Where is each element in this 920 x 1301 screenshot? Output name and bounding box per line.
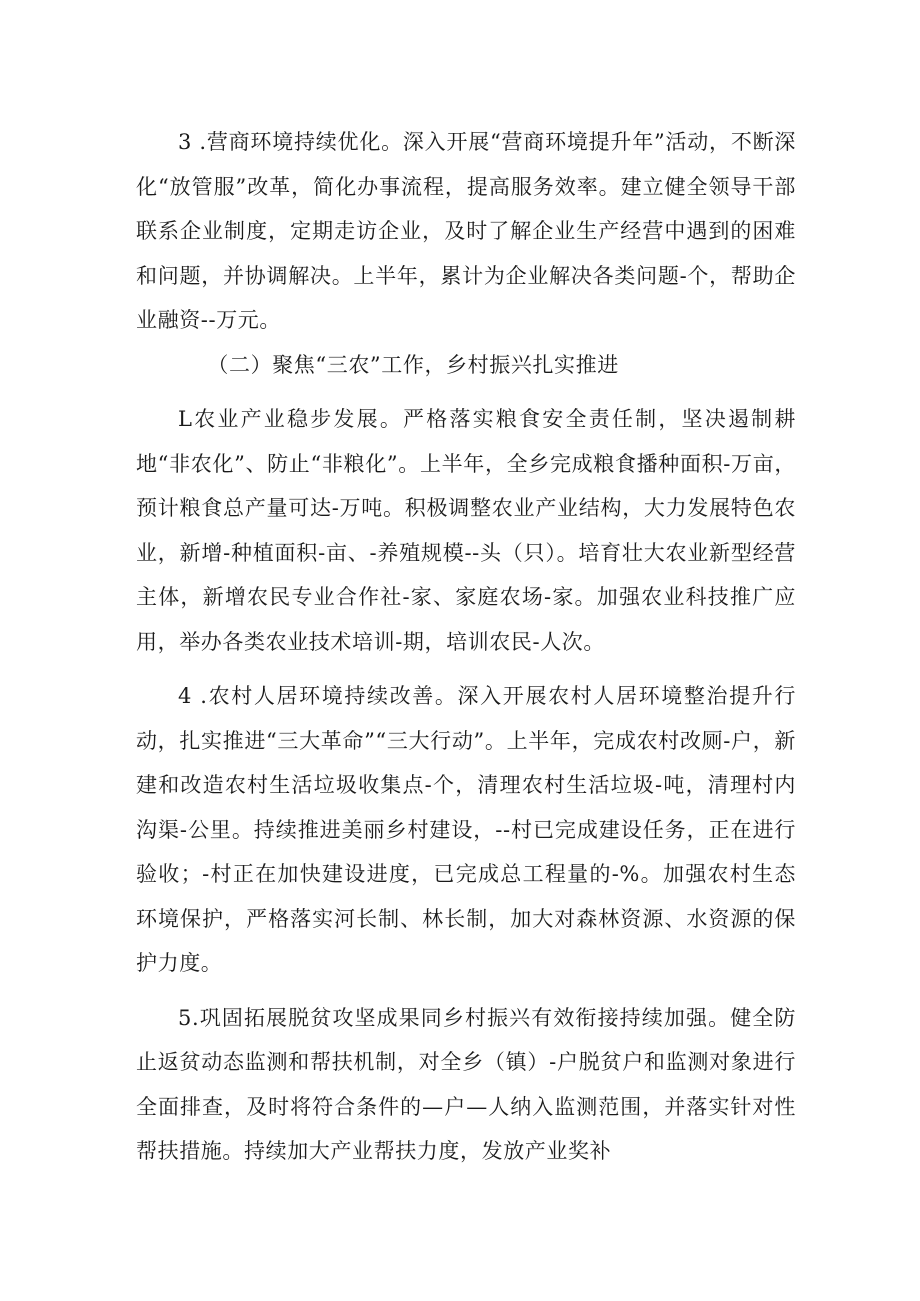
paragraph-business-environment: 3 .营商环境持续优化。深入开展“营商环境提升年”活动，不断深化“放管服”改革，简化办事流程，提高服务效率。建立健全领导干部联系企业制度，定期走访企业，及时了解企业生产经营中遇到的困难和问题，并协调解决。上半年，累计为企业解决各类问题-个，帮助企业融资--万元。 [136,130,796,332]
paragraph-agriculture-industry: L农业产业稳步发展。严格落实粮食安全责任制，坚决遏制耕地“非农化”、防止“非粮化”。上半年，全乡完成粮食播种面积-万亩，预计粮食总产量可达-万吨。积极调整农业产业结构，大力发展特色农业，新增-种植面积-亩、-养殖规模--头（只）。培育壮大农业新型经营主体，新增农民专业合作社-家、家庭农场-家。加强农业科技推广应用，举办各类农业技术培训-期，培训农民-人次。 [136,407,796,654]
paragraph-rural-living-environment: 4 .农村人居环境持续改善。深入开展农村人居环境整治提升行动，扎实推进“三大革命”“三大行动”。上半年，完成农村改厕-户，新建和改造农村生活垃圾收集点-个，清理农村生活垃圾-吨，清理村内沟渠-公里。持续推进美丽乡村建设，--村已完成建设任务，正在进行验收；-村正在加快建设进度，已完成总工程量的-%。加强农村生态环境保护，严格落实河长制、林长制，加大对森林资源、水资源的保护力度。 [136,684,796,975]
section-heading-sannong: （二）聚焦“三农”工作，乡村振兴扎实推进 [207,352,619,377]
paragraph-poverty-alleviation: 5.巩固拓展脱贫攻坚成果同乡村振兴有效衔接持续加强。健全防止返贫动态监测和帮扶机制，对全乡（镇）-户脱贫户和监测对象进行全面排查，及时将符合条件的—户—人纳入监测范围，并落实针对性帮扶措施。持续加大产业帮扶力度，发放产业奖补 [136,1005,796,1163]
document-body [136,120,796,1174]
